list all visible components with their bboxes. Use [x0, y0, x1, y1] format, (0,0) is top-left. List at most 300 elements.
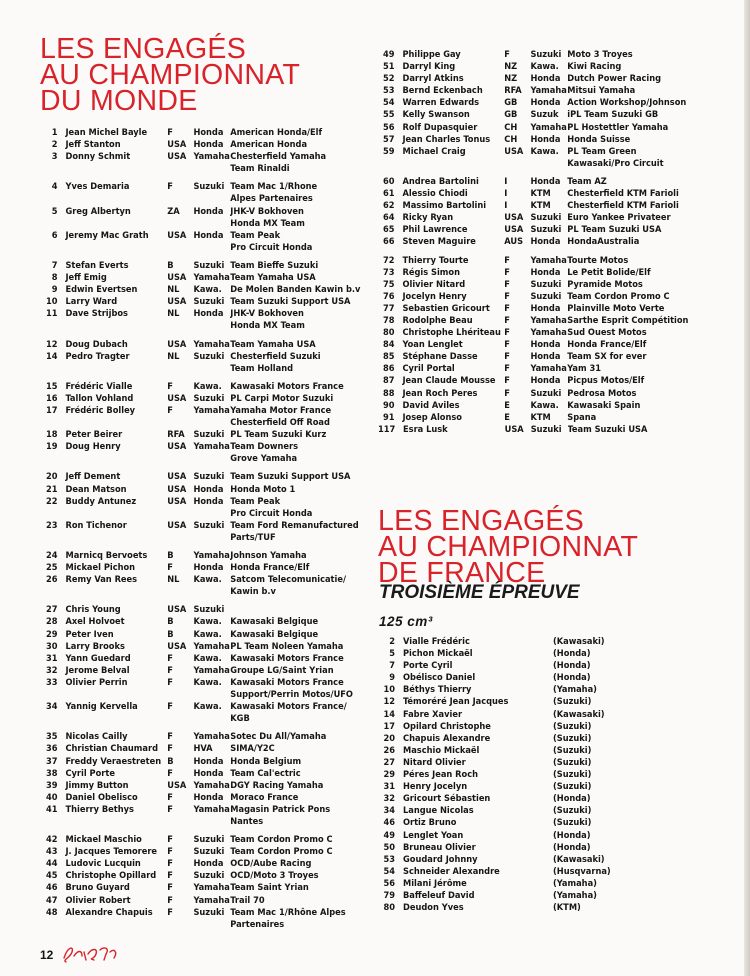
rider-bike: (Suzuki) [553, 732, 592, 744]
rider-bike: (Suzuki) [553, 817, 592, 829]
france-entry-row [378, 854, 678, 866]
entry-row [41, 520, 366, 544]
entry-row [41, 206, 366, 230]
rider-nationality: F [167, 701, 173, 713]
rider-team-line2: Honda MX Team [230, 217, 305, 229]
entry-row [41, 653, 366, 665]
world-heading-line: DU MONDE [40, 85, 198, 117]
rider-team: Team Ford Remanufactured Parts/TUF [230, 520, 366, 544]
france-entry-row [378, 842, 678, 854]
entry-number: 88 [382, 387, 395, 399]
rider-nationality: F [167, 894, 173, 906]
entry-row [41, 780, 366, 792]
rider-nationality: F [167, 846, 173, 858]
rider-nationality: B [167, 755, 174, 767]
rider-nationality: F [167, 858, 173, 870]
entry-row [378, 176, 703, 188]
rider-team: Action Workshop/Johnson [567, 97, 687, 109]
rider-nationality: USA [504, 145, 524, 157]
entry-row [41, 127, 366, 139]
entry-row [41, 574, 366, 598]
rider-name: Dave Strijbos [65, 308, 128, 320]
rider-team: Team Suzuki Support USA [230, 296, 351, 308]
rider-nationality: USA [167, 338, 187, 350]
rider-bike: Honda [530, 351, 561, 363]
rider-name: Bruno Guyard [65, 882, 130, 894]
rider-team: Trail 70 [230, 894, 265, 906]
rider-bike: Suzuki [530, 423, 562, 435]
rider-bike: Yamaha [530, 254, 567, 266]
entry-row [41, 834, 366, 846]
rider-team: Yam 31 [567, 363, 601, 375]
rider-nationality: F [504, 278, 510, 290]
rider-name: Darryl Atkins [402, 73, 464, 85]
rider-bike: Kawa. [530, 145, 559, 157]
entry-number: 46 [383, 817, 395, 829]
rider-nationality: USA [167, 392, 187, 404]
rider-bike: KTM [530, 188, 551, 200]
entry-row [378, 85, 703, 97]
entry-number: 64 [382, 212, 395, 224]
rider-team: Honda Suisse [567, 133, 631, 145]
entry-number: 73 [382, 266, 395, 278]
entry-number: 14 [45, 350, 58, 362]
france-heading-line: DE FRANCE [378, 557, 546, 589]
rider-name: Vialle Frédéric [403, 636, 470, 647]
rider-team: Groupe LG/Saint Yrian [230, 664, 334, 676]
rider-team: OCD/Moto 3 Troyes [230, 870, 319, 882]
rider-name: Thierry Bethys [65, 803, 134, 815]
entry-row [41, 284, 366, 296]
rider-bike: Honda [530, 97, 561, 109]
entry-number: 51 [382, 61, 395, 73]
entry-number: 34 [45, 701, 58, 713]
rider-team: Team Cordon Promo C [567, 290, 670, 302]
rider-bike: Kawa. [193, 628, 222, 640]
rider-name: Freddy Veraestreten [65, 755, 162, 767]
entry-row [41, 677, 366, 701]
rider-name: Kelly Swanson [402, 109, 470, 121]
rider-name: Olivier Nitard [402, 278, 466, 290]
supercross-logo [60, 940, 120, 971]
rider-team: Team Downers Grove Yamaha [230, 441, 366, 465]
entry-row [41, 296, 366, 308]
rider-name: Pichon Mickaël [403, 648, 473, 660]
rider-nationality: AUS [504, 236, 524, 248]
entry-number: 86 [382, 363, 395, 375]
rider-team: Team Mac 1/Rhone Alpes Partenaires [230, 181, 366, 205]
rider-name: Andrea Bartolini [402, 175, 479, 187]
entry-row [378, 212, 703, 224]
rider-bike: Yamaha [193, 441, 230, 453]
rider-bike: Honda [193, 483, 224, 495]
france-entry-row [378, 890, 678, 902]
rider-name: Frédéric Vialle [65, 380, 133, 392]
entry-number: 29 [383, 769, 395, 781]
entry-number: 85 [382, 351, 395, 363]
entry-number: 41 [45, 803, 58, 815]
rider-nationality: F [167, 906, 173, 918]
rider-team: JHK-V Bokhoven Honda MX Team [230, 206, 366, 230]
rider-team: De Molen Banden Kawin b.v [230, 284, 361, 296]
rider-bike: Kawa. [193, 652, 222, 664]
entry-number: 61 [382, 188, 395, 200]
rider-bike: Kawa. [193, 574, 222, 586]
rider-bike: Yamaha [193, 779, 230, 791]
entry-row [378, 363, 703, 375]
rider-team: Team SX for ever [567, 351, 647, 363]
rider-team: JHK-V Bokhoven Honda MX Team [230, 308, 366, 332]
rider-name: Sebastien Gricourt [402, 302, 490, 314]
entry-row [41, 181, 366, 205]
entry-number: 55 [382, 109, 395, 121]
rider-team: Spana [567, 411, 597, 423]
entry-row [41, 882, 366, 894]
rider-nationality: F [504, 351, 510, 363]
rider-team-line2: Nantes [230, 815, 264, 827]
entry-number: 66 [382, 236, 395, 248]
france-heading [378, 505, 639, 589]
rider-team: Picpus Motos/Elf [567, 375, 645, 387]
rider-name: Jimmy Button [65, 779, 129, 791]
rider-name: Chris Young [65, 604, 121, 616]
rider-name: Lenglet Yoan [403, 829, 464, 841]
entry-row [41, 471, 366, 483]
entry-number: 59 [382, 145, 395, 157]
rider-nationality: F [504, 254, 510, 266]
france-heading-line: AU CHAMPIONNAT [378, 531, 639, 563]
rider-nationality: USA [167, 604, 187, 616]
rider-bike: Yamaha [530, 121, 567, 133]
world-heading-line: LES ENGAGÉS [40, 33, 247, 65]
rider-name: Milani Jérôme [403, 877, 467, 889]
rider-name: Jean Claude Mousse [402, 375, 496, 387]
entry-number: 44 [45, 858, 58, 870]
rider-team: Sotec Du All/Yamaha [230, 731, 327, 743]
rider-name: Jean Charles Tonus [402, 133, 491, 145]
rider-nationality: I [504, 200, 508, 212]
rider-team: Chesterfield Yamaha Team Rinaldi [230, 151, 366, 175]
rider-nationality: USA [167, 139, 187, 151]
page-edge-shadow [744, 0, 750, 976]
rider-bike: Honda [193, 562, 224, 574]
rider-nationality: USA [504, 423, 524, 435]
rider-name: Frédéric Bolley [65, 404, 136, 416]
rider-nationality: NL [167, 574, 180, 586]
entry-row [41, 351, 366, 375]
rider-bike: (Suzuki) [553, 744, 592, 756]
entry-row [41, 846, 366, 858]
rider-name: Massimo Bartolini [402, 200, 487, 212]
rider-name: Michael Craig [402, 145, 466, 157]
rider-name: Doug Dubach [65, 338, 128, 350]
rider-name: Jean Roch Peres [402, 387, 478, 399]
rider-name: Jerome Belval [65, 664, 130, 676]
rider-name: Yannig Kervella [65, 701, 138, 713]
entry-number: 78 [382, 314, 395, 326]
rider-team: Tourte Motos [567, 254, 629, 266]
rider-name: Jocelyn Henry [402, 290, 467, 302]
entry-row [41, 441, 366, 465]
entry-row [41, 272, 366, 284]
france-entry-row [378, 830, 678, 842]
entry-number: 2 [389, 636, 395, 647]
entry-row [378, 315, 703, 327]
france-entries [378, 636, 678, 914]
rider-name: Daniel Obelisco [65, 791, 138, 803]
rider-nationality: F [167, 181, 173, 193]
entry-row [378, 412, 703, 424]
rider-nationality: F [167, 652, 173, 664]
rider-team: SIMA/Y2C [230, 743, 275, 755]
rider-nationality: CH [504, 133, 518, 145]
entry-row [378, 97, 703, 109]
rider-name: Peter Beirer [65, 429, 123, 441]
rider-team-line2: Kawasaki/Pro Circuit [567, 157, 664, 169]
rider-name: Tallon Vohland [65, 392, 134, 404]
rider-team-line2: Support/Perrin Motos/UFO [230, 689, 353, 701]
rider-team: Team Saint Yrian [230, 882, 309, 894]
rider-team: Team Cal'ectric [230, 767, 301, 779]
rider-team: Kawasaki Motors France [230, 652, 344, 664]
rider-team: Team Peak Pro Circuit Honda [230, 496, 366, 520]
class-title: 125 cm³ [379, 614, 433, 629]
rider-name: Yves Demaria [65, 181, 130, 193]
rider-bike: Suzuki [530, 387, 562, 399]
rider-bike: (Suzuki) [553, 720, 592, 732]
entry-number: 17 [45, 404, 58, 416]
rider-name: Régis Simon [402, 266, 460, 278]
rider-team: Team Cordon Promo C [230, 846, 333, 858]
entry-number: 54 [382, 97, 395, 109]
entry-number: 56 [383, 877, 395, 889]
entry-number: 27 [45, 604, 58, 616]
entry-number: 30 [45, 640, 58, 652]
rider-nationality: USA [167, 483, 187, 495]
rider-bike: (Suzuki) [553, 781, 592, 793]
entry-number: 8 [51, 272, 58, 284]
rider-team-line2: Team Rinaldi [230, 163, 290, 175]
rider-bike: Suzuki [193, 392, 225, 404]
entry-number: 38 [45, 767, 58, 779]
entry-row [41, 151, 366, 175]
entry-row [41, 550, 366, 562]
entry-number: 76 [382, 290, 395, 302]
rider-team [230, 604, 366, 616]
rider-name: Philippe Gay [402, 49, 461, 60]
entry-number: 25 [45, 562, 58, 574]
rider-team: Team Yamaha USA [230, 338, 316, 350]
rider-nationality: GB [504, 97, 518, 109]
rider-team-line2: Kawin b.v [230, 586, 276, 598]
rider-name: Donny Schmit [65, 151, 131, 163]
rider-name: Jeff Emig [65, 272, 107, 284]
rider-nationality: F [504, 387, 510, 399]
rider-team: American Honda [230, 139, 308, 151]
rider-nationality: USA [167, 441, 187, 453]
rider-name: Larry Brooks [65, 640, 125, 652]
entry-row [378, 303, 703, 315]
entry-number: 90 [382, 399, 395, 411]
rider-name: Olivier Perrin [65, 676, 128, 688]
rider-bike: Yamaha [193, 803, 230, 815]
france-entry-row [378, 696, 678, 708]
rider-bike: Suzuki [193, 834, 225, 846]
rider-bike: Suzuki [193, 846, 225, 858]
rider-bike: Suzuki [193, 519, 225, 531]
rider-team-line2: Grove Yamaha [230, 453, 298, 465]
rider-bike: Kawa. [193, 676, 222, 688]
rider-bike: Suzuki [530, 278, 562, 290]
entry-row [378, 267, 703, 279]
entry-number: 32 [383, 793, 395, 805]
rider-nationality: NL [167, 284, 180, 296]
entry-number: 11 [45, 308, 58, 320]
rider-nationality: F [504, 327, 510, 339]
rider-name: J. Jacques Temorere [65, 846, 158, 858]
entry-number: 57 [382, 133, 395, 145]
rider-bike: Yamaha [193, 338, 230, 350]
entry-number: 53 [382, 85, 395, 97]
entry-number: 16 [45, 392, 58, 404]
rider-bike: Honda [193, 858, 224, 870]
entry-number: 49 [382, 49, 395, 60]
rider-name: Christophe Opillard [65, 870, 157, 882]
rider-name: Warren Edwards [402, 97, 480, 109]
rider-nationality: F [167, 404, 173, 416]
rider-name: Opilard Christophe [403, 720, 491, 732]
entry-number: 23 [45, 519, 58, 531]
rider-nationality: F [504, 363, 510, 375]
rider-bike: (KTM) [553, 902, 581, 914]
rider-team: PL Team Suzuki USA [567, 224, 662, 236]
france-entry-row [378, 866, 678, 878]
rider-team: Team Peak Pro Circuit Honda [230, 230, 366, 254]
entry-number: 54 [383, 865, 395, 877]
rider-nationality: GB [504, 109, 518, 121]
rider-nationality: F [167, 380, 173, 392]
rider-bike: Honda [530, 175, 561, 187]
rider-team: American Honda/Elf [230, 127, 323, 138]
entry-number: 14 [383, 708, 395, 720]
france-entry-row [378, 684, 678, 696]
entry-number: 45 [45, 870, 58, 882]
rider-bike: Kawa. [193, 284, 222, 296]
rider-bike: Yamaha [530, 85, 567, 97]
france-entry-row [378, 902, 678, 914]
entry-row [378, 122, 703, 134]
entry-row [41, 629, 366, 641]
entry-number: 27 [383, 756, 395, 768]
rider-team: Moto 3 Troyes [567, 49, 633, 60]
rider-nationality: F [504, 290, 510, 302]
entry-row [41, 562, 366, 574]
entry-row [378, 291, 703, 303]
rider-name: Pedro Tragter [65, 350, 130, 362]
rider-team-line2: Chesterfield Off Road [230, 417, 330, 429]
rider-name: Stéphane Dasse [402, 351, 478, 363]
entry-row [41, 907, 366, 931]
rider-nationality: I [504, 188, 508, 200]
entry-number: 91 [382, 411, 395, 423]
rider-team: iPL Team Suzuki GB [567, 109, 659, 121]
rider-name: Axel Holvoet [65, 616, 125, 628]
world-entries-right [378, 49, 703, 436]
entry-number: 32 [45, 664, 58, 676]
entry-row [41, 768, 366, 780]
rider-name: Cyril Portal [402, 363, 455, 375]
rider-bike: (Kawasaki) [553, 708, 605, 720]
rider-name: Nitard Olivier [403, 756, 466, 768]
rider-name: Baffeleuf David [403, 889, 475, 901]
rider-bike: (Honda) [553, 672, 591, 684]
rider-nationality: USA [167, 640, 187, 652]
entry-row [41, 858, 366, 870]
rider-name: Olivier Robert [65, 894, 131, 906]
entry-number: 10 [45, 296, 58, 308]
rider-nationality: F [167, 870, 173, 882]
rider-bike: Honda [193, 767, 224, 779]
rider-nationality: F [167, 562, 173, 574]
entry-number: 62 [382, 200, 395, 212]
entry-number: 50 [383, 841, 395, 853]
entry-row [378, 109, 703, 121]
rider-name: Peter Iven [65, 628, 114, 640]
rider-nationality: USA [167, 296, 187, 308]
rider-bike: Yamaha [193, 404, 230, 416]
rider-bike: Suzuki [193, 604, 225, 616]
entry-row [41, 393, 366, 405]
rider-team: Chesterfield KTM Farioli [567, 188, 679, 200]
rider-nationality: USA [167, 519, 187, 531]
rider-bike: Honda [530, 302, 561, 314]
rider-bike: (Honda) [553, 793, 591, 805]
france-entry-row [378, 660, 678, 672]
rider-team: Team Suzuki USA [567, 423, 648, 435]
rider-bike: Suzuki [530, 290, 562, 302]
rider-team: Kawasaki Spain [567, 399, 641, 411]
rider-bike: Yamaha [530, 314, 567, 326]
rider-team: Team Yamaha USA [230, 272, 316, 284]
entry-number: 52 [382, 73, 395, 85]
rider-bike: Honda [530, 133, 561, 145]
france-entry-row [378, 793, 678, 805]
rider-team: PL Team Green Kawasaki/Pro Circuit [567, 146, 703, 170]
entry-row [378, 339, 703, 351]
rider-name: Josep Alonso [402, 411, 462, 423]
rider-team: PL Hostettler Yamaha [567, 121, 669, 133]
rider-nationality: NZ [504, 73, 518, 85]
entry-number: 31 [45, 652, 58, 664]
rider-team: Moraco France [230, 791, 299, 803]
rider-nationality: F [167, 676, 173, 688]
entry-number: 19 [45, 441, 58, 453]
rider-team: Dutch Power Racing [567, 73, 662, 85]
rider-team: Chesterfield KTM Farioli [567, 200, 679, 212]
rider-name: Fabre Xavier [403, 708, 463, 720]
france-entry-row [378, 721, 678, 733]
entry-row [41, 701, 366, 725]
entry-row [41, 230, 366, 254]
rider-team: PL Team Suzuki Kurz [230, 429, 327, 441]
rider-nationality: USA [504, 224, 524, 236]
rider-bike: Yamaha [193, 640, 230, 652]
entry-number: 29 [45, 628, 58, 640]
entry-number: 26 [383, 744, 395, 756]
rider-name: Jeff Stanton [65, 139, 121, 151]
entry-row [41, 665, 366, 677]
rider-team: Honda France/Elf [230, 562, 310, 574]
